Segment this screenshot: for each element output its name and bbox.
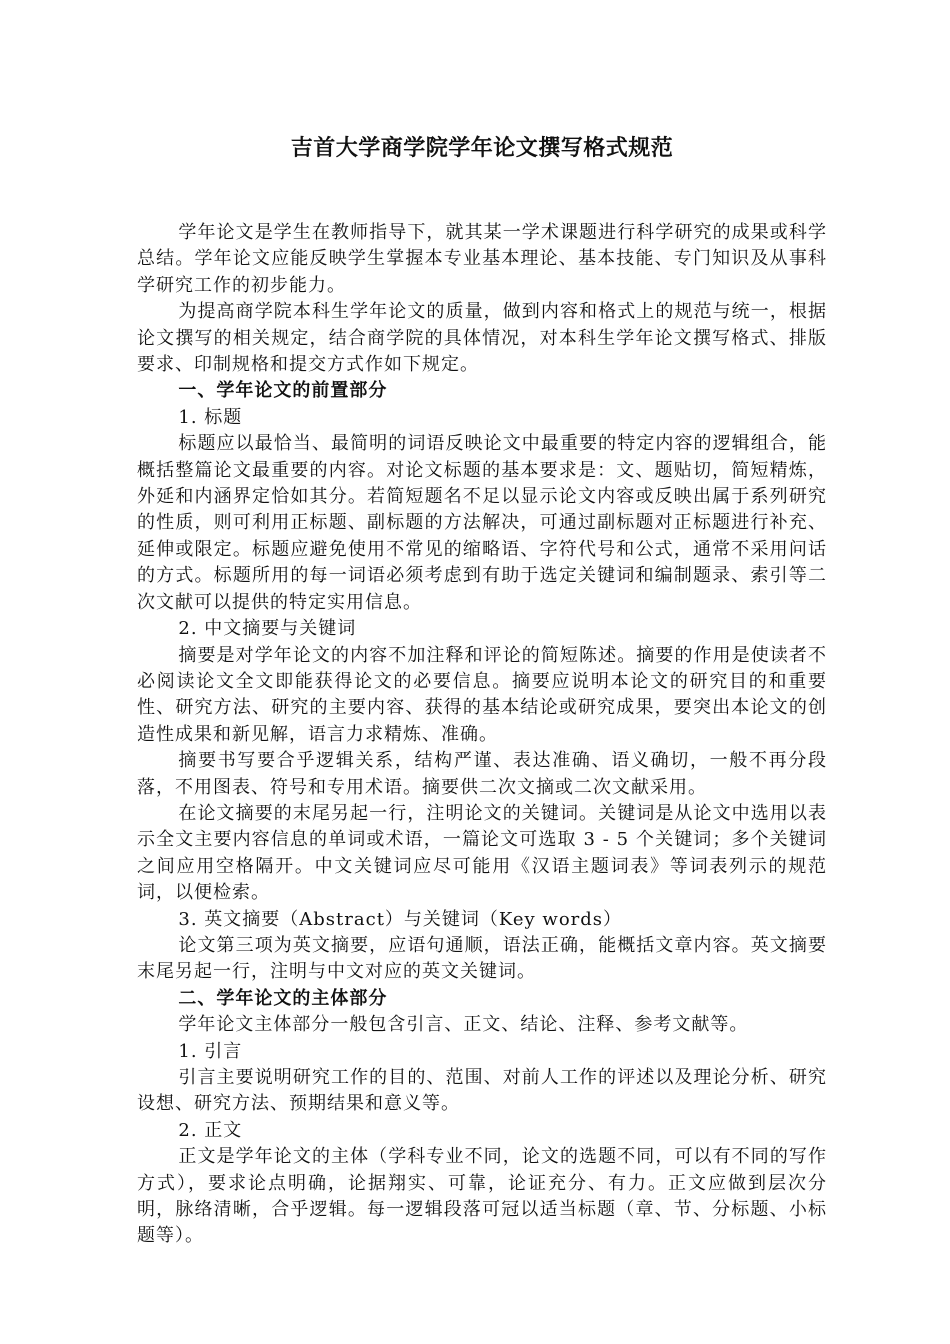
section-1-item-3-text: 论文第三项为英文摘要，应语句通顺，语法正确，能概括文章内容。英文摘要末尾另起一行，注明与中文对应的英文关键词。 bbox=[137, 934, 827, 983]
section-1-item-2-title: 2. 中文摘要与关键词 bbox=[178, 618, 357, 640]
section-2-item-2-text: 正文是学年论文的主体（学科专业不同，论文的选题不同，可以有不同的写作方式），要求论点明确，论据翔实、可靠，论证充分、有力。正文应做到层次分明，脉络清晰，合乎逻辑。每一逻辑段落可冠以适当标题（章、节、分标题、小标题等）。 bbox=[137, 1146, 827, 1247]
section-1-item-3-title: 3. 英文摘要（Abstract）与关键词（Key words） bbox=[178, 908, 623, 930]
document-page bbox=[137, 132, 827, 1250]
intro-paragraph-1: 学年论文是学生在教师指导下，就其某一学术课题进行科学研究的成果或科学总结。学年论文应能反映学生掌握本专业基本理论、基本技能、专门知识及从事科学研究工作的初步能力。 bbox=[137, 222, 827, 296]
section-1-item-1-title: 1. 标题 bbox=[178, 406, 243, 428]
section-1-item-1-text: 标题应以最恰当、最简明的词语反映论文中最重要的特定内容的逻辑组合，能概括整篇论文最重要的内容。对论文标题的基本要求是：文、题贴切，简短精炼，外延和内涵界定恰如其分。若简短题名不足以显示论文内容或反映出属于系列研究的性质，则可利用正标题、副标题的方法解决，可通过副标题对正标题进行补充、延伸或限定。标题应避免使用不常见的缩略语、字符代号和公式，通常不采用问话的方式。标题所用的每一词语必须考虑到有助于选定关键词和编制题录、索引等二次文献可以提供的特定实用信息。 bbox=[137, 433, 827, 613]
section-2-item-1-title: 1. 引言 bbox=[178, 1040, 243, 1062]
section-1-item-2-text-3: 在论文摘要的末尾另起一行，注明论文的关键词。关键词是从论文中选用以表示全文主要内容信息的单词或术语，一篇论文可选取 3 - 5 个关键词；多个关键词之间应用空格隔开。中文关键词应尽可能用《汉语主题词表》等词表列示的规范词，以便检索。 bbox=[137, 802, 827, 904]
document-body bbox=[137, 220, 827, 1250]
intro-paragraph-2: 为提高商学院本科生学年论文的质量，做到内容和格式上的规范与统一，根据论文撰写的相关规定，结合商学院的具体情况，对本科生学年论文撰写格式、排版要求、印制规格和提交方式作如下规定。 bbox=[137, 301, 827, 376]
section-1-heading: 一、学年论文的前置部分 bbox=[178, 380, 388, 402]
section-2-intro: 学年论文主体部分一般包含引言、正文、结论、注释、参考文献等。 bbox=[178, 1014, 749, 1036]
section-2-item-1-text: 引言主要说明研究工作的目的、范围、对前人工作的评述以及理论分析、研究设想、研究方法、预期结果和意义等。 bbox=[137, 1067, 827, 1115]
section-2-item-2-title: 2. 正文 bbox=[178, 1119, 243, 1141]
section-2-heading: 二、学年论文的主体部分 bbox=[178, 987, 388, 1009]
document-title: 吉首大学商学院学年论文撰写格式规范 bbox=[290, 136, 674, 161]
section-1-item-2-text-2: 摘要书写要合乎逻辑关系，结构严谨、表达准确、语义确切，一般不再分段落，不用图表、符号和专用术语。摘要供二次文摘或二次文献采用。 bbox=[137, 750, 827, 798]
section-1-item-2-text-1: 摘要是对学年论文的内容不加注释和评论的简短陈述。摘要的作用是使读者不必阅读论文全文即能获得论文的必要信息。摘要应说明本论文的研究目的和重要性、研究方法、研究的主要内容、获得的基本结论或研究成果，要突出本论文的创造性成果和新见解，语言力求精炼、准确。 bbox=[137, 644, 827, 745]
